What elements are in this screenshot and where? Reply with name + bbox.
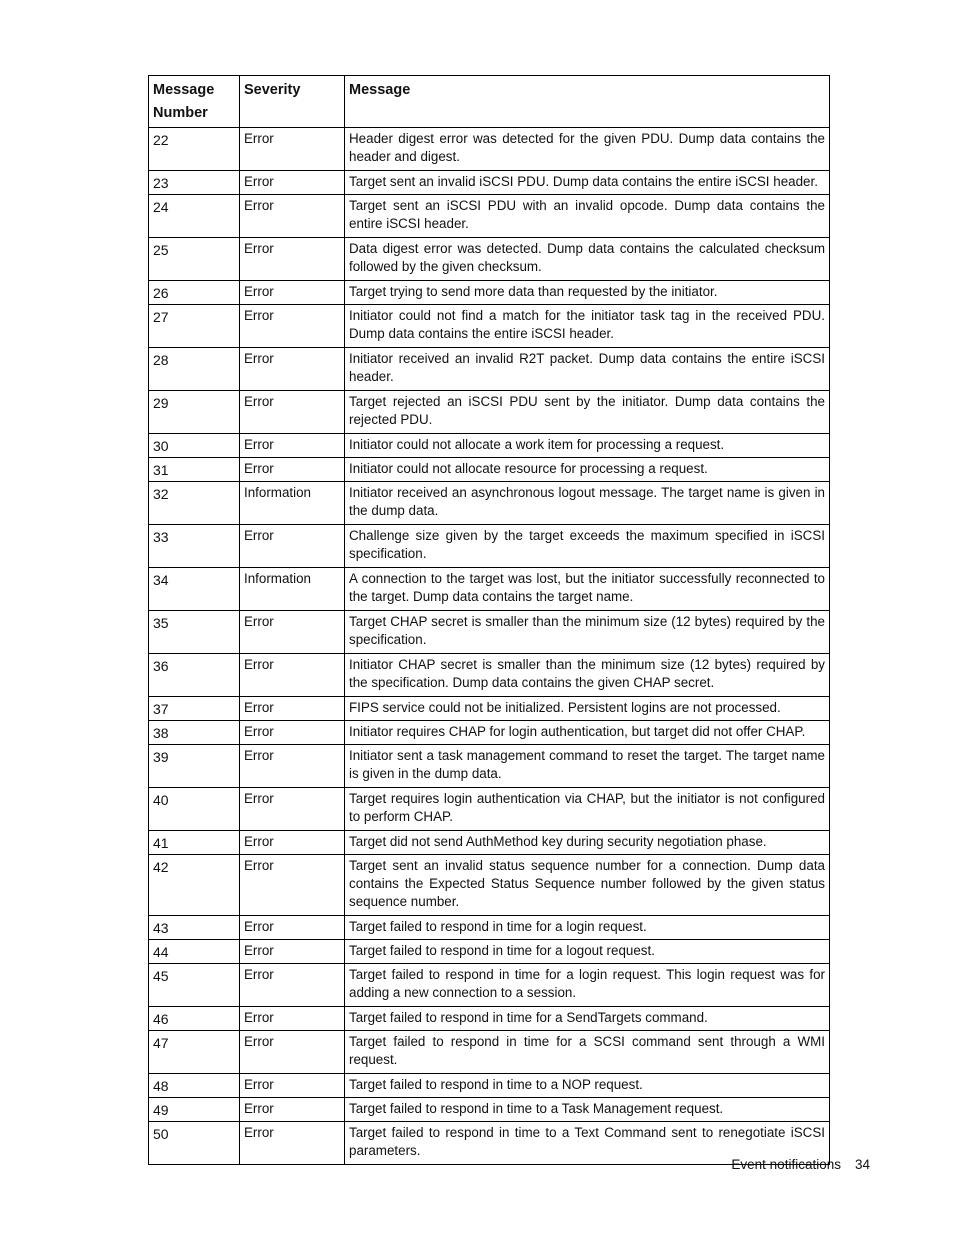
table-row bbox=[149, 128, 830, 171]
table-row bbox=[149, 171, 830, 195]
message-number-cell: 40 bbox=[149, 788, 240, 831]
message-text-cell: Target failed to respond in time for a SCSI command sent through a WMI request. bbox=[345, 1031, 830, 1074]
severity-cell: Error bbox=[240, 195, 345, 238]
message-text-cell: Target rejected an iSCSI PDU sent by the initiator. Dump data contains the rejected PDU. bbox=[345, 391, 830, 434]
message-text-cell: Target sent an invalid status sequence number for a connection. Dump data contains the Expected Status Sequence number followed by the given status sequence number. bbox=[345, 855, 830, 916]
severity-cell: Information bbox=[240, 482, 345, 525]
severity-cell: Error bbox=[240, 697, 345, 721]
severity-cell: Error bbox=[240, 831, 345, 855]
message-text-cell: Target failed to respond in time for a login request. bbox=[345, 916, 830, 940]
severity-cell: Error bbox=[240, 654, 345, 697]
table-row bbox=[149, 238, 830, 281]
table-header-row bbox=[149, 76, 830, 128]
header-number-line2: Number bbox=[153, 105, 208, 121]
severity-cell: Error bbox=[240, 348, 345, 391]
severity-cell: Error bbox=[240, 721, 345, 745]
table-row bbox=[149, 940, 830, 964]
table-row bbox=[149, 458, 830, 482]
severity-cell: Error bbox=[240, 1122, 345, 1165]
message-text-cell: Target failed to respond in time for a logout request. bbox=[345, 940, 830, 964]
message-text-cell: Target CHAP secret is smaller than the minimum size (12 bytes) required by the specification. bbox=[345, 611, 830, 654]
header-severity: Severity bbox=[240, 76, 345, 128]
severity-cell: Error bbox=[240, 525, 345, 568]
message-number-cell: 45 bbox=[149, 964, 240, 1007]
table-row bbox=[149, 525, 830, 568]
message-number-cell: 27 bbox=[149, 305, 240, 348]
severity-cell: Error bbox=[240, 128, 345, 171]
table-row bbox=[149, 1007, 830, 1031]
severity-cell: Error bbox=[240, 745, 345, 788]
message-text-cell: Target sent an invalid iSCSI PDU. Dump data contains the entire iSCSI header. bbox=[345, 171, 830, 195]
table-row bbox=[149, 916, 830, 940]
severity-cell: Error bbox=[240, 458, 345, 482]
table-row bbox=[149, 745, 830, 788]
table-row bbox=[149, 391, 830, 434]
message-text-cell: Challenge size given by the target exceeds the maximum specified in iSCSI specification. bbox=[345, 525, 830, 568]
table-row bbox=[149, 482, 830, 525]
message-number-cell: 36 bbox=[149, 654, 240, 697]
severity-cell: Error bbox=[240, 281, 345, 305]
severity-cell: Error bbox=[240, 305, 345, 348]
message-number-cell: 38 bbox=[149, 721, 240, 745]
message-number-cell: 22 bbox=[149, 128, 240, 171]
message-number-cell: 48 bbox=[149, 1074, 240, 1098]
message-number-cell: 44 bbox=[149, 940, 240, 964]
severity-cell: Error bbox=[240, 916, 345, 940]
message-number-cell: 43 bbox=[149, 916, 240, 940]
severity-cell: Error bbox=[240, 1007, 345, 1031]
message-number-cell: 30 bbox=[149, 434, 240, 458]
message-text-cell: Initiator CHAP secret is smaller than the minimum size (12 bytes) required by the specification. Dump data contains the given CHAP secret. bbox=[345, 654, 830, 697]
severity-cell: Error bbox=[240, 855, 345, 916]
message-number-cell: 26 bbox=[149, 281, 240, 305]
message-number-cell: 41 bbox=[149, 831, 240, 855]
message-number-cell: 28 bbox=[149, 348, 240, 391]
message-number-cell: 49 bbox=[149, 1098, 240, 1122]
message-number-cell: 42 bbox=[149, 855, 240, 916]
message-number-cell: 23 bbox=[149, 171, 240, 195]
table-row bbox=[149, 831, 830, 855]
table-row bbox=[149, 305, 830, 348]
message-number-cell: 34 bbox=[149, 568, 240, 611]
severity-cell: Error bbox=[240, 940, 345, 964]
message-text-cell: Target did not send AuthMethod key during security negotiation phase. bbox=[345, 831, 830, 855]
severity-cell: Error bbox=[240, 171, 345, 195]
message-number-cell: 33 bbox=[149, 525, 240, 568]
message-text-cell: Initiator received an invalid R2T packet. Dump data contains the entire iSCSI header. bbox=[345, 348, 830, 391]
message-text-cell: Target failed to respond in time for a login request. This login request was for adding a new connection to a session. bbox=[345, 964, 830, 1007]
table-row bbox=[149, 1074, 830, 1098]
page-footer bbox=[0, 1157, 870, 1172]
severity-cell: Error bbox=[240, 1074, 345, 1098]
severity-cell: Error bbox=[240, 611, 345, 654]
message-text-cell: Target failed to respond in time to a Task Management request. bbox=[345, 1098, 830, 1122]
message-text-cell: Initiator requires CHAP for login authentication, but target did not offer CHAP. bbox=[345, 721, 830, 745]
message-text-cell: Data digest error was detected. Dump data contains the calculated checksum followed by the given checksum. bbox=[345, 238, 830, 281]
event-message-table bbox=[148, 75, 830, 1165]
message-text-cell: Initiator could not find a match for the initiator task tag in the received PDU. Dump data contains the entire iSCSI header. bbox=[345, 305, 830, 348]
message-text-cell: A connection to the target was lost, but the initiator successfully reconnected to the target. Dump data contains the target name. bbox=[345, 568, 830, 611]
message-number-cell: 24 bbox=[149, 195, 240, 238]
message-number-cell: 37 bbox=[149, 697, 240, 721]
message-number-cell: 39 bbox=[149, 745, 240, 788]
message-text-cell: Initiator could not allocate a work item for processing a request. bbox=[345, 434, 830, 458]
severity-cell: Error bbox=[240, 434, 345, 458]
table-row bbox=[149, 654, 830, 697]
table-row bbox=[149, 434, 830, 458]
message-number-cell: 25 bbox=[149, 238, 240, 281]
severity-cell: Error bbox=[240, 391, 345, 434]
message-text-cell: Header digest error was detected for the given PDU. Dump data contains the header and digest. bbox=[345, 128, 830, 171]
message-text-cell: Initiator could not allocate resource for processing a request. bbox=[345, 458, 830, 482]
severity-cell: Error bbox=[240, 238, 345, 281]
severity-cell: Information bbox=[240, 568, 345, 611]
table-row bbox=[149, 281, 830, 305]
message-text-cell: Target trying to send more data than requested by the initiator. bbox=[345, 281, 830, 305]
severity-cell: Error bbox=[240, 964, 345, 1007]
header-message: Message bbox=[345, 76, 830, 128]
table-row bbox=[149, 964, 830, 1007]
severity-cell: Error bbox=[240, 788, 345, 831]
message-text-cell: FIPS service could not be initialized. Persistent logins are not processed. bbox=[345, 697, 830, 721]
message-number-cell: 31 bbox=[149, 458, 240, 482]
table-row bbox=[149, 697, 830, 721]
table-row bbox=[149, 855, 830, 916]
message-text-cell: Target sent an iSCSI PDU with an invalid opcode. Dump data contains the entire iSCSI header. bbox=[345, 195, 830, 238]
severity-cell: Error bbox=[240, 1031, 345, 1074]
table-row bbox=[149, 721, 830, 745]
message-number-cell: 50 bbox=[149, 1122, 240, 1165]
message-number-cell: 35 bbox=[149, 611, 240, 654]
footer-section-title: Event notifications bbox=[731, 1157, 841, 1172]
message-number-cell: 32 bbox=[149, 482, 240, 525]
message-text-cell: Target failed to respond in time to a NOP request. bbox=[345, 1074, 830, 1098]
message-number-cell: 29 bbox=[149, 391, 240, 434]
message-number-cell: 47 bbox=[149, 1031, 240, 1074]
table-row bbox=[149, 568, 830, 611]
message-text-cell: Target failed to respond in time to a Text Command sent to renegotiate iSCSI parameters. bbox=[345, 1122, 830, 1165]
message-text-cell: Initiator received an asynchronous logout message. The target name is given in the dump data. bbox=[345, 482, 830, 525]
severity-cell: Error bbox=[240, 1098, 345, 1122]
message-number-cell: 46 bbox=[149, 1007, 240, 1031]
table-row bbox=[149, 1031, 830, 1074]
message-text-cell: Initiator sent a task management command to reset the target. The target name is given in the dump data. bbox=[345, 745, 830, 788]
table-row bbox=[149, 1098, 830, 1122]
table-row bbox=[149, 611, 830, 654]
table-row bbox=[149, 348, 830, 391]
table-row bbox=[149, 788, 830, 831]
table-row bbox=[149, 195, 830, 238]
message-text-cell: Target requires login authentication via CHAP, but the initiator is not configured to perform CHAP. bbox=[345, 788, 830, 831]
header-message-number bbox=[149, 76, 240, 128]
footer-page-number: 34 bbox=[854, 1157, 870, 1172]
header-number-line1: Message bbox=[153, 82, 215, 98]
message-text-cell: Target failed to respond in time for a SendTargets command. bbox=[345, 1007, 830, 1031]
